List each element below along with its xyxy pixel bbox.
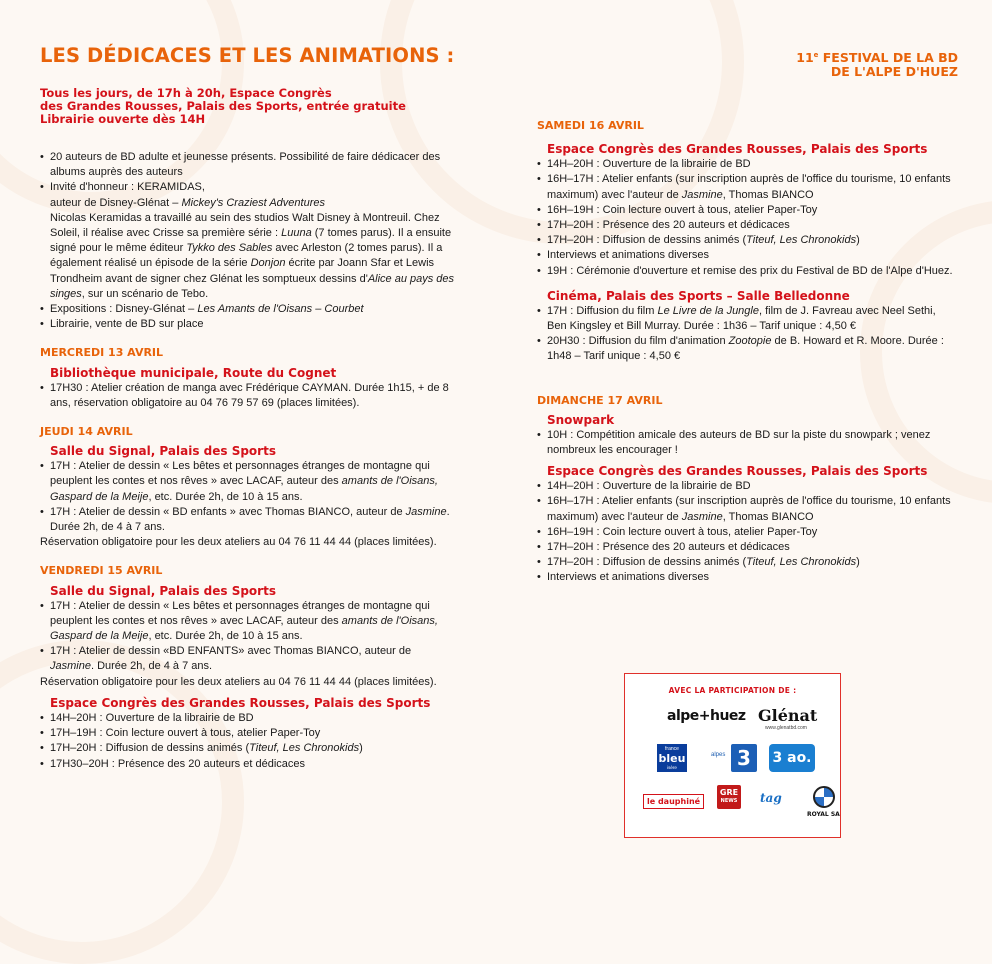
list-item: • 16H–19H : Coin lecture ouvert à tous, atelier Paper-Toy [537, 525, 954, 540]
list-item: • 17H : Atelier de dessin «BD ENFANTS» avec Thomas BIANCO, auteur de Jasmine. Durée 2h, de 4 à 7 ans. [40, 644, 456, 674]
list-item: • 17H–20H : Diffusion de dessins animés (Titeuf, Les Chronokids) [537, 233, 954, 248]
list-item: • 19H : Cérémonie d'ouverture et remise des prix du Festival de BD de l'Alpe d'Huez. [537, 264, 954, 279]
intro-line: Tous les jours, de 17h à 20h, Espace Congrès [40, 86, 332, 100]
festival-title-line2: DE L'ALPE D'HUEZ [830, 64, 958, 80]
bmw-logo [813, 786, 835, 808]
list-item: • Invité d'honneur : KERAMIDAS, auteur de Disney-Glénat – Mickey's Craziest Adventures Nicolas Keramidas a travaillé au sein des studios Walt Disney à Montreuil. Chez Soleil, il réalise avec Crisse sa première série : Luuna (7 tomes parus). Il a ensuite signé pour le même éditeur Tykko des Sables avec Arleston (2 tomes parus). Il a également réalisé un épisode de la série Donjon écrite par Joann Sfar et Lewis Trondheim avant de signer chez Glénat les somptueux dessins d'Alice au pays des singes, sur un scénario de Tebo. [40, 180, 456, 302]
venue-title: Espace Congrès des Grandes Rousses, Palais des Sports [547, 142, 928, 157]
reservation-note: Réservation obligatoire pour les deux ateliers au 04 76 11 44 44 (places limitées). [40, 536, 437, 549]
event-list [40, 459, 456, 535]
list-item: • Interviews et animations diverses [537, 570, 954, 585]
day-heading-mercredi: MERCREDI 13 AVRIL [40, 346, 164, 360]
sponsors-box [624, 673, 841, 838]
day-heading-jeudi: JEUDI 14 AVRIL [40, 425, 133, 439]
page-title: LES DÉDICACES ET LES ANIMATIONS : [40, 44, 455, 67]
intro-block [40, 87, 470, 126]
intro-line: Librairie ouverte dès 14H [40, 112, 206, 126]
list-item: • 20H30 : Diffusion du film d'animation Zootopie de B. Howard et R. Moore. Durée : 1h48 – Tarif unique : 4,50 € [537, 334, 954, 364]
le-dauphine-logo: le dauphiné [643, 794, 704, 809]
list-item: • 14H–20H : Ouverture de la librairie de BD [40, 711, 456, 726]
venue-title: Salle du Signal, Palais des Sports [50, 444, 276, 459]
event-list [537, 304, 954, 365]
event-list [40, 381, 456, 411]
glenat-url: www.glenatbd.com [765, 725, 807, 731]
sponsors-title: AVEC LA PARTICIPATION DE : [668, 686, 797, 695]
event-list [537, 479, 954, 585]
list-item: • 17H–20H : Diffusion de dessins animés (Titeuf, Les Chronokids) [40, 741, 456, 756]
tag-logo: tag [760, 791, 782, 805]
list-item: • Expositions : Disney-Glénat – Les Amants de l'Oisans – Courbet [40, 302, 456, 317]
france3-logo: 3 [731, 744, 757, 772]
event-list [537, 428, 954, 458]
festival-title [796, 48, 958, 79]
list-item: • 17H : Atelier de dessin « BD enfants » avec Thomas BIANCO, auteur de Jasmine. Durée 2h, de 4 à 7 ans. [40, 505, 456, 535]
royal-sa-label: ROYAL SA [807, 811, 840, 818]
list-item: • 16H–19H : Coin lecture ouvert à tous, atelier Paper-Toy [537, 203, 954, 218]
venue-title: Espace Congrès des Grandes Rousses, Palais des Sports [547, 464, 928, 479]
list-item: • 17H–20H : Présence des 20 auteurs et dédicaces [537, 218, 954, 233]
left-column [40, 150, 456, 772]
day-heading-samedi: SAMEDI 16 AVRIL [537, 119, 644, 132]
reservation-note: Réservation obligatoire pour les deux ateliers au 04 76 11 44 44 (places limitées). [40, 675, 437, 688]
list-item: • 17H–20H : Présence des 20 auteurs et dédicaces [537, 540, 954, 555]
list-item: • 17H : Atelier de dessin « Les bêtes et personnages étranges de montagne qui peuplent les contes et nos rêves » avec LACAF, auteur des amants de l'Oisans, Gaspard de la Meije, etc. Durée 2h, de 10 à 15 ans. [40, 599, 456, 645]
france-bleu-logo: france bleu isère [658, 746, 686, 770]
intro-line: des Grandes Rousses, Palais des Sports, entrée gratuite [40, 99, 406, 113]
venue-title: Cinéma, Palais des Sports – Salle Belledonne [547, 288, 850, 303]
list-item: • Interviews et animations diverses [537, 248, 954, 263]
venue-title: Espace Congrès des Grandes Rousses, Palais des Sports [50, 695, 431, 710]
venue-title: Salle du Signal, Palais des Sports [50, 583, 276, 598]
day-heading-dimanche: DIMANCHE 17 AVRIL [537, 393, 663, 407]
list-item: • 17H : Atelier de dessin « Les bêtes et personnages étranges de montagne qui peuplent les contes et nos rêves » avec LACAF, auteur des amants de l'Oisans, Gaspard de la Meije, etc. Durée 2h, de 10 à 15 ans. [40, 459, 456, 505]
event-list [40, 599, 456, 675]
right-column [537, 118, 954, 586]
list-item: • 17H30–20H : Présence des 20 auteurs et dédicaces [40, 757, 456, 772]
list-item: • 17H–20H : Diffusion de dessins animés (Titeuf, Les Chronokids) [537, 555, 954, 570]
venue-title: Bibliothèque municipale, Route du Cognet [50, 365, 337, 380]
list-item: • 16H–17H : Atelier enfants (sur inscription auprès de l'office du tourisme, 10 enfants maximum) avec l'auteur de Jasmine, Thomas BIANCO [537, 172, 954, 202]
venue-title: Snowpark [547, 412, 615, 427]
tl7-logo: 3 ao. [769, 744, 815, 772]
event-list [537, 157, 954, 279]
day-heading-vendredi: VENDREDI 15 AVRIL [40, 564, 163, 578]
list-item: • Librairie, vente de BD sur place [40, 317, 456, 332]
list-item: • 16H–17H : Atelier enfants (sur inscription auprès de l'office du tourisme, 10 enfants maximum) avec l'auteur de Jasmine, Thomas BIANCO [537, 494, 954, 524]
list-item: • 14H–20H : Ouverture de la librairie de BD [537, 157, 954, 172]
event-list [40, 711, 456, 772]
france3-alpes-label: alpes [711, 752, 726, 758]
list-item: • 17H30 : Atelier création de manga avec Frédérique CAYMAN. Durée 1h15, + de 8 ans, réservation obligatoire au 04 76 79 57 69 (places limitées). [40, 381, 456, 411]
list-item: • 14H–20H : Ouverture de la librairie de BD [537, 479, 954, 494]
list-item: • 17H–19H : Coin lecture ouvert à tous, atelier Paper-Toy [40, 726, 456, 741]
list-item: • 17H : Diffusion du film Le Livre de la Jungle, film de J. Favreau avec Neel Sethi, Ben Kingsley et Bill Murray. Durée : 1h36 – Tarif unique : 4,50 € [537, 304, 954, 334]
festival-title-line1: 11e FESTIVAL DE LA BD [796, 50, 958, 66]
list-item: • 20 auteurs de BD adulte et jeunesse présents. Possibilité de faire dédicacer des albums auprès des auteurs [40, 150, 456, 180]
list-item: • 10H : Compétition amicale des auteurs de BD sur la piste du snowpark ; venez nombreux les encourager ! [537, 428, 954, 458]
alpe-huez-logo: alpe+huez [667, 708, 746, 724]
general-list [40, 150, 456, 332]
glenat-logo: Glénat [758, 706, 818, 725]
gre-news-logo: GRE NEWS [717, 785, 741, 809]
